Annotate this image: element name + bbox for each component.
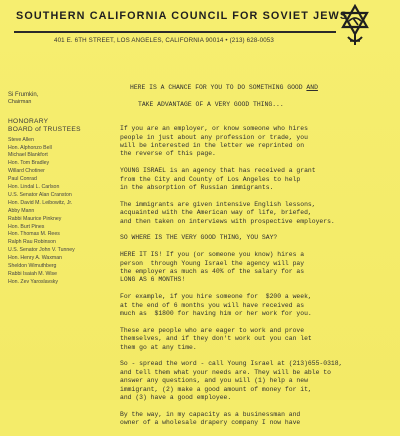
letter-line: acquainted with the American way of life, briefed, — [120, 209, 312, 217]
sidebar — [8, 92, 96, 287]
paragraph-7 — [120, 327, 392, 352]
letter-line: from the City and County of Los Angeles to help — [120, 175, 301, 183]
letter-line: and then taken on interviews with prospective employers. — [120, 217, 335, 225]
trustees-list — [8, 137, 96, 287]
letter-line: themselves, and if they don't work out you can let — [120, 335, 312, 343]
intro-line-1-and: AND — [306, 84, 318, 91]
trustee-name: Hon. Thomas M. Rees — [8, 231, 60, 238]
trustee-name: Hon. Zev Yaroslavsky — [8, 278, 58, 285]
letter-line: will be interested in the letter we reprinted on — [120, 142, 305, 150]
chairman-name: Si Frumkin, — [8, 92, 39, 98]
letter-line: immigrant, (2) make a good amount of money for it, — [120, 385, 312, 393]
letter-line: and (3) have a good employee. — [120, 394, 232, 402]
letter-line: So - spread the word - call Young Israel at (213)655-0318, — [120, 360, 343, 368]
letter-line: LONG AS 6 MONTHS! — [120, 276, 186, 284]
letter-line: The immigrants are given intensive English lessons, — [120, 200, 316, 208]
letter-line: them go at any time. — [120, 343, 197, 351]
star-of-david-logo-icon — [336, 4, 374, 46]
paragraph-3 — [120, 201, 392, 226]
trustee-name: Hon. Burt Pines — [8, 223, 45, 230]
trustee-name: Ralph Rau Robinson — [8, 239, 56, 246]
trustee-name: Sheldon Wimuthberg — [8, 263, 57, 270]
letter-line: person through Young Israel the agency will pay — [120, 259, 305, 267]
trustee-name: Hon. Henry A. Waxman — [8, 255, 63, 262]
chairman-title: Chairman — [8, 99, 32, 105]
letter-line: HERE IT IS! If you (or someone you know) hires a — [120, 251, 305, 259]
trustee-name: Rabbi Isaiah M. Wise — [8, 271, 58, 277]
letter-line: By the way, in my capacity as a businessman and — [120, 410, 301, 418]
trustee-name: Willard Chotiner — [8, 168, 45, 175]
paragraph-1 — [120, 125, 392, 159]
intro-line-1-text: HERE IS A CHANCE FOR YOU TO DO SOMETHING GOOD — [130, 84, 307, 91]
letter-line: people in just about any profession or trade, you — [120, 133, 308, 141]
honorary-heading-line1: HONORARY — [8, 118, 49, 125]
letter-line: and tell them what your needs are. They will be able to — [120, 368, 331, 376]
letter-line: YOUNG ISRAEL is an agency that has received a grant — [120, 167, 316, 175]
paragraph-2 — [120, 167, 392, 192]
trustee-name: U.S. Senator Alan Cranston — [8, 191, 72, 198]
trustee-name: Abby Mann — [8, 207, 35, 214]
honorary-heading-line2: BOARD of TRUSTEES — [8, 125, 81, 133]
letter-line: in the absorption of Russian immigrants. — [120, 184, 274, 192]
paragraph-9 — [120, 411, 392, 428]
letter-line: much as $1800 for having him or her work for you. — [120, 310, 312, 318]
letter-line: the employer as much as 40% of the salary for as — [120, 268, 305, 276]
letter-line: answer any questions, and you will (1) help a new — [120, 377, 308, 385]
letterhead-rule — [14, 31, 336, 33]
trustee-name: Hon. Tom Bradley — [8, 160, 50, 167]
paragraph-6 — [120, 293, 392, 318]
trustee-name: Hon. Lindal L. Carlson — [8, 184, 60, 191]
letter-line: owner of a wholesale drapery company I now have — [120, 419, 301, 427]
letter-line: These are people who are eager to work and prove — [120, 326, 305, 334]
letter-body — [120, 84, 392, 436]
intro-line-1 — [120, 84, 392, 92]
paragraph-8 — [120, 360, 392, 402]
trustee-name: Hon. Alphonzo Bell — [8, 144, 52, 151]
trustee-name: Hon. David M. Leibowitz, Jr. — [8, 199, 73, 206]
letter-line: at the end of 6 months you will have received as — [120, 301, 305, 309]
organization-name: SOUTHERN CALIFORNIA COUNCIL FOR SOVIET JEWS — [16, 10, 349, 22]
paragraph-4: SO WHERE IS THE VERY GOOD THING, YOU SAY? — [120, 234, 278, 242]
organization-address: 401 E. 6TH STREET, LOS ANGELES, CALIFORNIA 90014 • (213) 628-0053 — [54, 37, 274, 44]
letter-line: If you are an employer, or know someone who hires — [120, 125, 308, 133]
trustee-name: Paul Conrad — [8, 176, 37, 183]
trustee-name: Rabbi Maurice Pinkney — [8, 215, 62, 222]
trustee-name: U.S. Senator John V. Tunney — [8, 247, 75, 254]
trustee-name: Michael Blankfort — [8, 152, 48, 159]
intro-line-2: TAKE ADVANTAGE OF A VERY GOOD THING... — [138, 100, 284, 108]
trustee-name: Steve Allen — [8, 136, 34, 143]
paragraph-5 — [120, 251, 392, 285]
letter-line: For example, if you hire someone for $200 a week, — [120, 293, 312, 301]
letter-line: the reverse of this page. — [120, 150, 216, 158]
